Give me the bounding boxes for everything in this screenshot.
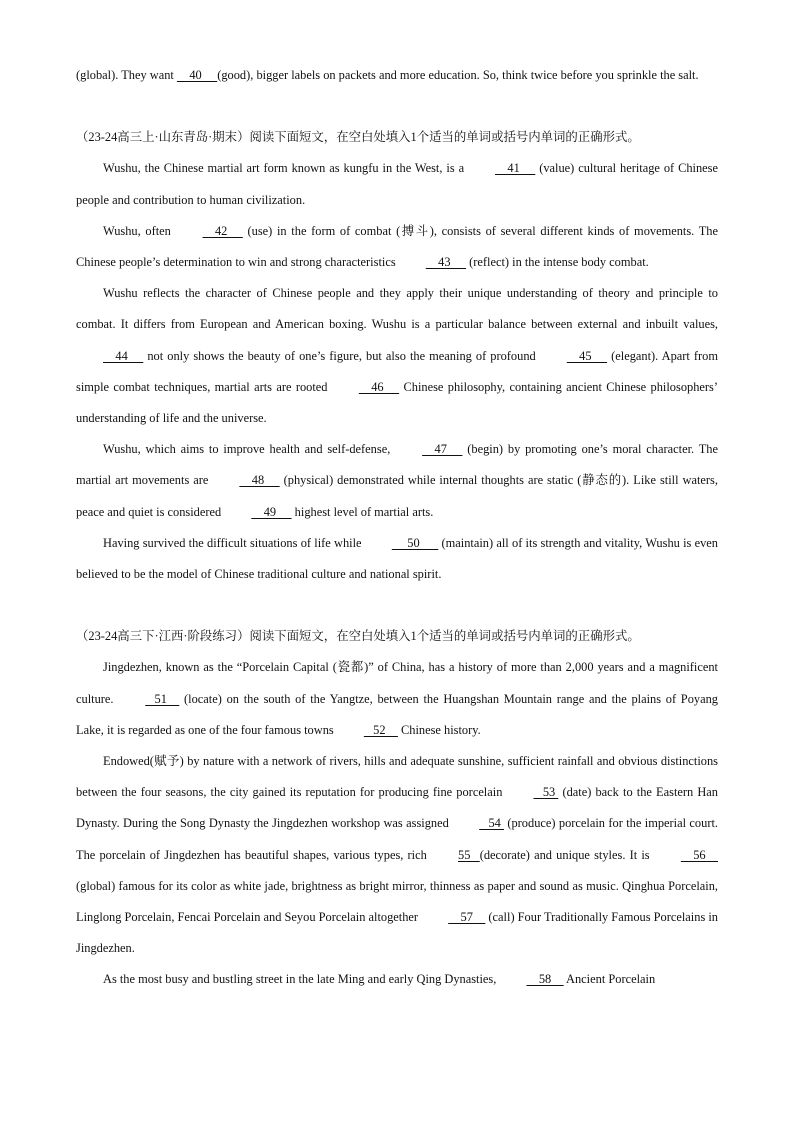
passage-text: Wushu reflects the character of Chinese people and they apply their unique understanding of theory and principle to combat. It differs from European and American boxing. Wushu is a particular balance between external and inbuilt values,: [76, 286, 718, 332]
passage-text: (global) famous for its color as white jade, brightness as bright mirror, thinness as paper and sound as music. Qinghua Porcelain, Linglong Porcelain, Fencai Porcelain and Seyou Porcelain altogether: [76, 878, 718, 925]
section-2-paragraph-1: [76, 652, 718, 746]
passage-text: Endowed(赋予) by nature with a network of rivers, hills and adequate sunshine, sufficient rainfall and obvious distinctions between the four seasons, the city gained its reputation for producing fine porcelain: [76, 754, 718, 800]
passage-text: (decorate) and unique styles. It is: [479, 847, 654, 862]
answer-blank: 48: [239, 473, 280, 488]
passage-text: Ancient Porcelain: [563, 972, 656, 987]
answer-blank: 42: [202, 223, 243, 238]
answer-blank: 56: [680, 847, 718, 862]
passage-text: Chinese history.: [397, 722, 481, 737]
section-1-header: （23-24高三上·山东青岛·期末）阅读下面短文，在空白处填入1个适当的单词或括号内单词的正确形式。: [76, 130, 640, 145]
answer-blank: 40: [176, 68, 218, 82]
section-1-paragraph-3: [76, 278, 718, 434]
passage-text: Chinese philosophy, containing ancient Chinese philosophers’ understanding of life and the universe.: [76, 379, 718, 426]
passage-text: Wushu, often: [103, 223, 176, 238]
answer-blank: 57: [448, 910, 486, 925]
section-1-paragraph-4: [76, 434, 718, 528]
answer-blank: 43: [425, 255, 467, 270]
passage-text: (maintain) all of its strength and vitality, Wushu is even believed to be the model of Chinese traditional culture and national spirit.: [76, 535, 718, 582]
section-2-paragraph-2: [76, 746, 718, 964]
section-1-paragraph-5: [76, 528, 718, 590]
answer-blank: 47: [422, 442, 463, 457]
passage-text: (produce) porcelain for the imperial court. The porcelain of Jingdezhen has beautiful shapes, various types, rich: [76, 816, 718, 862]
passage-text: Having survived the difficult situations of life while: [103, 535, 365, 550]
answer-blank: 49: [251, 504, 292, 519]
answer-blank: 53: [533, 785, 559, 800]
answer-blank: 44: [103, 348, 144, 363]
passage-text: (begin) by promoting one’s moral character. The martial art movements are: [76, 442, 718, 488]
section-2-header: （23-24高三下·江西·阶段练习）阅读下面短文，在空白处填入1个适当的单词或括号内单词的正确形式。: [76, 629, 640, 644]
passage-text: (good), bigger labels on packets and more education. So, think twice before you sprinkle the salt.: [217, 68, 699, 82]
passage-text: (reflect) in the intense body combat.: [466, 255, 649, 270]
passage-text: Wushu, which aims to improve health and self-defense,: [103, 442, 396, 457]
answer-blank: 58: [526, 972, 564, 987]
answer-blank: 46: [358, 379, 400, 394]
passage-text: (physical) demonstrated while internal thoughts are static (静态的). Like still waters, peace and quiet is considered: [76, 473, 718, 519]
passage-text: highest level of martial arts.: [291, 504, 434, 519]
answer-blank: 55: [458, 847, 480, 862]
section-1-paragraph-2: [76, 216, 718, 278]
passage-text: (call) Four Traditionally Famous Porcelains in Jingdezhen.: [76, 910, 718, 956]
answer-blank: 45: [566, 348, 608, 363]
passage-text: Jingdezhen, known as the “Porcelain Capital (瓷都)” of China, has a history of more than 2,000 years and a magnificent culture.: [76, 660, 718, 706]
answer-blank: 51: [145, 691, 180, 706]
answer-blank: 41: [495, 161, 536, 176]
passage-text: As the most busy and bustling street in the late Ming and early Qing Dynasties,: [103, 972, 500, 987]
passage-intro-paragraph: [76, 60, 718, 91]
document-page: [76, 60, 718, 996]
passage-text: (use) in the form of combat (搏斗), consists of several different kinds of movements. The Chinese people’s determination to win and strong characteristics: [76, 223, 719, 270]
section-2-paragraph-3: [76, 964, 718, 995]
passage-text: (locate) on the south of the Yangtze, between the Huangshan Mountain range and the plains of Poyang Lake, it is regarded as one of the four famous towns: [76, 691, 718, 737]
passage-text: (value) cultural heritage of Chinese people and contribution to human civilization.: [76, 161, 718, 207]
passage-text: not only shows the beauty of one’s figure, but also the meaning of profound: [143, 348, 540, 363]
answer-blank: 52: [363, 722, 398, 737]
passage-text: Wushu, the Chinese martial art form known as kungfu in the West, is a: [103, 161, 469, 176]
answer-blank: 50: [391, 535, 439, 550]
passage-text: (date) back to the Eastern Han Dynasty. During the Song Dynasty the Jingdezhen workshop was assigned: [76, 785, 718, 831]
answer-blank: 54: [479, 816, 504, 831]
section-1-paragraph-1: [76, 153, 718, 215]
passage-text: (global). They want: [76, 68, 177, 82]
passage-text: (elegant). Apart from simple combat techniques, martial arts are rooted: [76, 348, 718, 394]
